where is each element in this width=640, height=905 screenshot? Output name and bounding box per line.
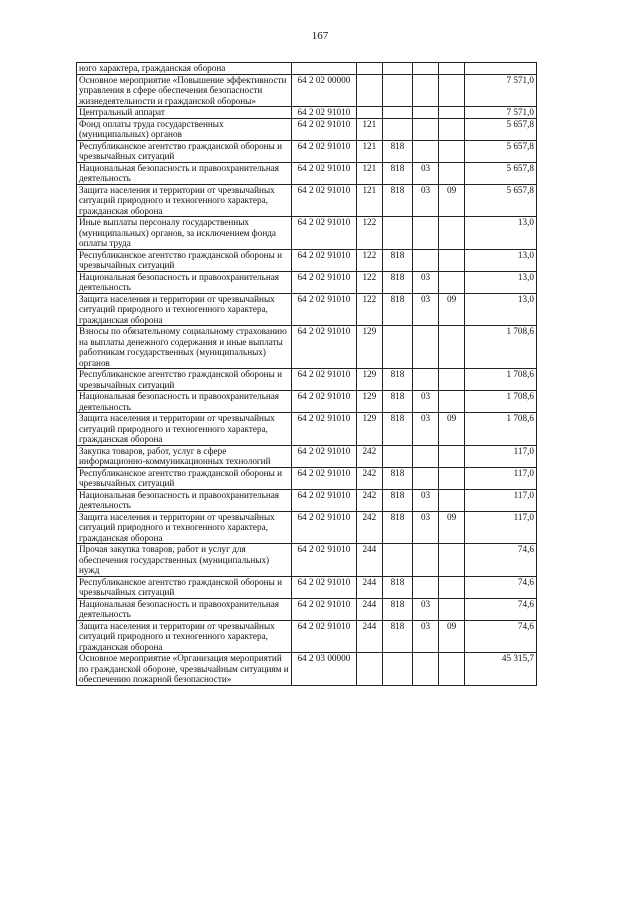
table-row xyxy=(77,63,537,75)
target-article-cell: 64 2 02 91010 xyxy=(291,413,356,446)
amount-cell: 74,6 xyxy=(465,620,537,653)
ministry-code-cell: 818 xyxy=(382,620,413,653)
row-name-cell: Защита населения и территории от чрезвычайных ситуаций природного и техногенного характера, гражданская оборона xyxy=(77,293,292,326)
amount-cell: 74,6 xyxy=(465,598,537,620)
amount-cell: 13,0 xyxy=(465,249,537,271)
subsection-cell xyxy=(438,576,465,598)
table-row xyxy=(77,620,537,653)
expense-type-cell: 121 xyxy=(357,140,383,162)
expense-type-cell: 129 xyxy=(357,391,383,413)
ministry-code-cell: 818 xyxy=(382,162,413,184)
row-name-cell: Защита населения и территории от чрезвычайных ситуаций природного и техногенного характера, гражданская оборона xyxy=(77,413,292,446)
row-name-cell: Национальная безопасность и правоохранительная деятельность xyxy=(77,391,292,413)
ministry-code-cell: 818 xyxy=(382,184,413,217)
table-row xyxy=(77,107,537,119)
budget-table xyxy=(76,62,537,686)
ministry-code-cell: 818 xyxy=(382,598,413,620)
target-article-cell: 64 2 02 91010 xyxy=(291,598,356,620)
ministry-code-cell xyxy=(382,118,413,140)
section-cell xyxy=(413,369,439,391)
table-row xyxy=(77,293,537,326)
section-cell: 03 xyxy=(413,413,439,446)
section-cell: 03 xyxy=(413,271,439,293)
table-body xyxy=(77,63,537,686)
subsection-cell xyxy=(438,326,465,369)
section-cell xyxy=(413,326,439,369)
table-row xyxy=(77,184,537,217)
subsection-cell: 09 xyxy=(438,184,465,217)
expense-type-cell: 244 xyxy=(357,544,383,577)
section-cell: 03 xyxy=(413,511,439,544)
subsection-cell xyxy=(438,369,465,391)
section-cell: 03 xyxy=(413,489,439,511)
ministry-code-cell xyxy=(382,326,413,369)
table-row xyxy=(77,445,537,467)
target-article-cell: 64 2 02 91010 xyxy=(291,162,356,184)
target-article-cell: 64 2 02 91010 xyxy=(291,511,356,544)
expense-type-cell: 121 xyxy=(357,162,383,184)
ministry-code-cell xyxy=(382,107,413,119)
row-name-cell: Защита населения и территории от чрезвычайных ситуаций природного и техногенного характера, гражданская оборона xyxy=(77,511,292,544)
ministry-code-cell: 818 xyxy=(382,369,413,391)
expense-type-cell: 121 xyxy=(357,118,383,140)
row-name-cell: Центральный аппарат xyxy=(77,107,292,119)
section-cell: 03 xyxy=(413,162,439,184)
ministry-code-cell: 818 xyxy=(382,271,413,293)
subsection-cell xyxy=(438,544,465,577)
expense-type-cell xyxy=(357,74,383,107)
expense-type-cell: 242 xyxy=(357,511,383,544)
target-article-cell: 64 2 02 91010 xyxy=(291,140,356,162)
table-row xyxy=(77,249,537,271)
subsection-cell xyxy=(438,107,465,119)
amount-cell: 13,0 xyxy=(465,293,537,326)
section-cell xyxy=(413,118,439,140)
expense-type-cell: 129 xyxy=(357,413,383,446)
expense-type-cell: 129 xyxy=(357,369,383,391)
subsection-cell: 09 xyxy=(438,293,465,326)
expense-type-cell: 244 xyxy=(357,576,383,598)
target-article-cell: 64 2 02 91010 xyxy=(291,217,356,250)
ministry-code-cell: 818 xyxy=(382,293,413,326)
section-cell xyxy=(413,653,439,686)
section-cell xyxy=(413,140,439,162)
ministry-code-cell xyxy=(382,74,413,107)
target-article-cell: 64 2 03 00000 xyxy=(291,653,356,686)
table-row xyxy=(77,74,537,107)
ministry-code-cell xyxy=(382,544,413,577)
target-article-cell: 64 2 02 91010 xyxy=(291,184,356,217)
amount-cell: 117,0 xyxy=(465,511,537,544)
table-row xyxy=(77,598,537,620)
section-cell xyxy=(413,467,439,489)
subsection-cell xyxy=(438,467,465,489)
row-name-cell: Защита населения и территории от чрезвычайных ситуаций природного и техногенного характера, гражданская оборона xyxy=(77,620,292,653)
subsection-cell xyxy=(438,391,465,413)
amount-cell: 13,0 xyxy=(465,271,537,293)
ministry-code-cell: 818 xyxy=(382,391,413,413)
row-name-cell: Республиканское агентство гражданской обороны и чрезвычайных ситуаций xyxy=(77,467,292,489)
table-row xyxy=(77,413,537,446)
amount-cell: 7 571,0 xyxy=(465,107,537,119)
expense-type-cell xyxy=(357,653,383,686)
target-article-cell: 64 2 02 00000 xyxy=(291,74,356,107)
section-cell xyxy=(413,107,439,119)
target-article-cell: 64 2 02 91010 xyxy=(291,107,356,119)
target-article-cell: 64 2 02 91010 xyxy=(291,326,356,369)
table-row xyxy=(77,544,537,577)
target-article-cell: 64 2 02 91010 xyxy=(291,249,356,271)
subsection-cell xyxy=(438,63,465,75)
amount-cell: 1 708,6 xyxy=(465,326,537,369)
amount-cell: 74,6 xyxy=(465,544,537,577)
row-name-cell: Национальная безопасность и правоохранительная деятельность xyxy=(77,271,292,293)
expense-type-cell xyxy=(357,63,383,75)
table-row xyxy=(77,162,537,184)
table-row xyxy=(77,326,537,369)
expense-type-cell: 242 xyxy=(357,445,383,467)
row-name-cell: Республиканское агентство гражданской обороны и чрезвычайных ситуаций xyxy=(77,249,292,271)
expense-type-cell: 122 xyxy=(357,249,383,271)
row-name-cell: Основное мероприятие «Повышение эффективности управления в сфере обеспечения безопасности жизнедеятельности и гражданской обороны» xyxy=(77,74,292,107)
ministry-code-cell: 818 xyxy=(382,511,413,544)
amount-cell xyxy=(465,63,537,75)
amount-cell: 1 708,6 xyxy=(465,413,537,446)
expense-type-cell: 244 xyxy=(357,620,383,653)
subsection-cell xyxy=(438,271,465,293)
table-row xyxy=(77,576,537,598)
subsection-cell xyxy=(438,445,465,467)
section-cell: 03 xyxy=(413,391,439,413)
ministry-code-cell xyxy=(382,653,413,686)
amount-cell: 74,6 xyxy=(465,576,537,598)
subsection-cell xyxy=(438,162,465,184)
expense-type-cell: 121 xyxy=(357,184,383,217)
subsection-cell xyxy=(438,140,465,162)
section-cell xyxy=(413,576,439,598)
amount-cell: 117,0 xyxy=(465,467,537,489)
row-name-cell: Республиканское агентство гражданской обороны и чрезвычайных ситуаций xyxy=(77,140,292,162)
ministry-code-cell xyxy=(382,217,413,250)
expense-type-cell: 129 xyxy=(357,326,383,369)
table-row xyxy=(77,467,537,489)
row-name-cell: Взносы по обязательному социальному страхованию на выплаты денежного содержания и иные выплаты работникам государственных (муниципальных) органов xyxy=(77,326,292,369)
target-article-cell xyxy=(291,63,356,75)
target-article-cell: 64 2 02 91010 xyxy=(291,544,356,577)
table-row xyxy=(77,118,537,140)
row-name-cell: Прочая закупка товаров, работ и услуг для обеспечения государственных (муниципальных) нужд xyxy=(77,544,292,577)
subsection-cell xyxy=(438,118,465,140)
target-article-cell: 64 2 02 91010 xyxy=(291,467,356,489)
table-row xyxy=(77,369,537,391)
expense-type-cell: 242 xyxy=(357,467,383,489)
page-number: 167 xyxy=(311,30,329,42)
row-name-cell: Республиканское агентство гражданской обороны и чрезвычайных ситуаций xyxy=(77,576,292,598)
target-article-cell: 64 2 02 91010 xyxy=(291,391,356,413)
row-name-cell: Национальная безопасность и правоохранительная деятельность xyxy=(77,598,292,620)
ministry-code-cell xyxy=(382,63,413,75)
amount-cell: 7 571,0 xyxy=(465,74,537,107)
subsection-cell: 09 xyxy=(438,620,465,653)
target-article-cell: 64 2 02 91010 xyxy=(291,271,356,293)
amount-cell: 117,0 xyxy=(465,489,537,511)
section-cell xyxy=(413,544,439,577)
amount-cell: 5 657,8 xyxy=(465,184,537,217)
expense-type-cell: 244 xyxy=(357,598,383,620)
row-name-cell: Защита населения и территории от чрезвычайных ситуаций природного и техногенного характера, гражданская оборона xyxy=(77,184,292,217)
expense-type-cell: 242 xyxy=(357,489,383,511)
table-row xyxy=(77,391,537,413)
section-cell: 03 xyxy=(413,598,439,620)
target-article-cell: 64 2 02 91010 xyxy=(291,489,356,511)
row-name-cell: Республиканское агентство гражданской обороны и чрезвычайных ситуаций xyxy=(77,369,292,391)
ministry-code-cell: 818 xyxy=(382,489,413,511)
section-cell xyxy=(413,63,439,75)
section-cell xyxy=(413,217,439,250)
section-cell: 03 xyxy=(413,620,439,653)
row-name-cell: Национальная безопасность и правоохранительная деятельность xyxy=(77,162,292,184)
amount-cell: 1 708,6 xyxy=(465,391,537,413)
table-row xyxy=(77,653,537,686)
subsection-cell xyxy=(438,489,465,511)
ministry-code-cell xyxy=(382,445,413,467)
expense-type-cell xyxy=(357,107,383,119)
ministry-code-cell: 818 xyxy=(382,249,413,271)
expense-type-cell: 122 xyxy=(357,217,383,250)
target-article-cell: 64 2 02 91010 xyxy=(291,118,356,140)
subsection-cell xyxy=(438,249,465,271)
expense-type-cell: 122 xyxy=(357,293,383,326)
target-article-cell: 64 2 02 91010 xyxy=(291,445,356,467)
subsection-cell: 09 xyxy=(438,413,465,446)
ministry-code-cell: 818 xyxy=(382,140,413,162)
ministry-code-cell: 818 xyxy=(382,413,413,446)
row-name-cell: Основное мероприятие «Организация мероприятий по гражданской обороне, чрезвычайным ситуациям и обеспечению пожарной безопасности» xyxy=(77,653,292,686)
amount-cell: 45 315,7 xyxy=(465,653,537,686)
amount-cell: 5 657,8 xyxy=(465,140,537,162)
section-cell: 03 xyxy=(413,184,439,217)
table-row xyxy=(77,489,537,511)
section-cell xyxy=(413,445,439,467)
amount-cell: 13,0 xyxy=(465,217,537,250)
subsection-cell xyxy=(438,217,465,250)
target-article-cell: 64 2 02 91010 xyxy=(291,576,356,598)
row-name-cell: ного характера, гражданская оборона xyxy=(77,63,292,75)
table-row xyxy=(77,217,537,250)
amount-cell: 1 708,6 xyxy=(465,369,537,391)
target-article-cell: 64 2 02 91010 xyxy=(291,293,356,326)
target-article-cell: 64 2 02 91010 xyxy=(291,369,356,391)
table-row xyxy=(77,511,537,544)
row-name-cell: Иные выплаты персоналу государственных (муниципальных) органов, за исключением фонда оплаты труда xyxy=(77,217,292,250)
amount-cell: 5 657,8 xyxy=(465,118,537,140)
amount-cell: 117,0 xyxy=(465,445,537,467)
ministry-code-cell: 818 xyxy=(382,467,413,489)
expense-type-cell: 122 xyxy=(357,271,383,293)
amount-cell: 5 657,8 xyxy=(465,162,537,184)
row-name-cell: Фонд оплаты труда государственных (муниципальных) органов xyxy=(77,118,292,140)
subsection-cell xyxy=(438,74,465,107)
ministry-code-cell: 818 xyxy=(382,576,413,598)
section-cell xyxy=(413,249,439,271)
section-cell: 03 xyxy=(413,293,439,326)
table-row xyxy=(77,271,537,293)
target-article-cell: 64 2 02 91010 xyxy=(291,620,356,653)
row-name-cell: Закупка товаров, работ, услуг в сфере информационно-коммуникационных технологий xyxy=(77,445,292,467)
section-cell xyxy=(413,74,439,107)
subsection-cell xyxy=(438,653,465,686)
subsection-cell xyxy=(438,598,465,620)
table-row xyxy=(77,140,537,162)
row-name-cell: Национальная безопасность и правоохранительная деятельность xyxy=(77,489,292,511)
subsection-cell: 09 xyxy=(438,511,465,544)
